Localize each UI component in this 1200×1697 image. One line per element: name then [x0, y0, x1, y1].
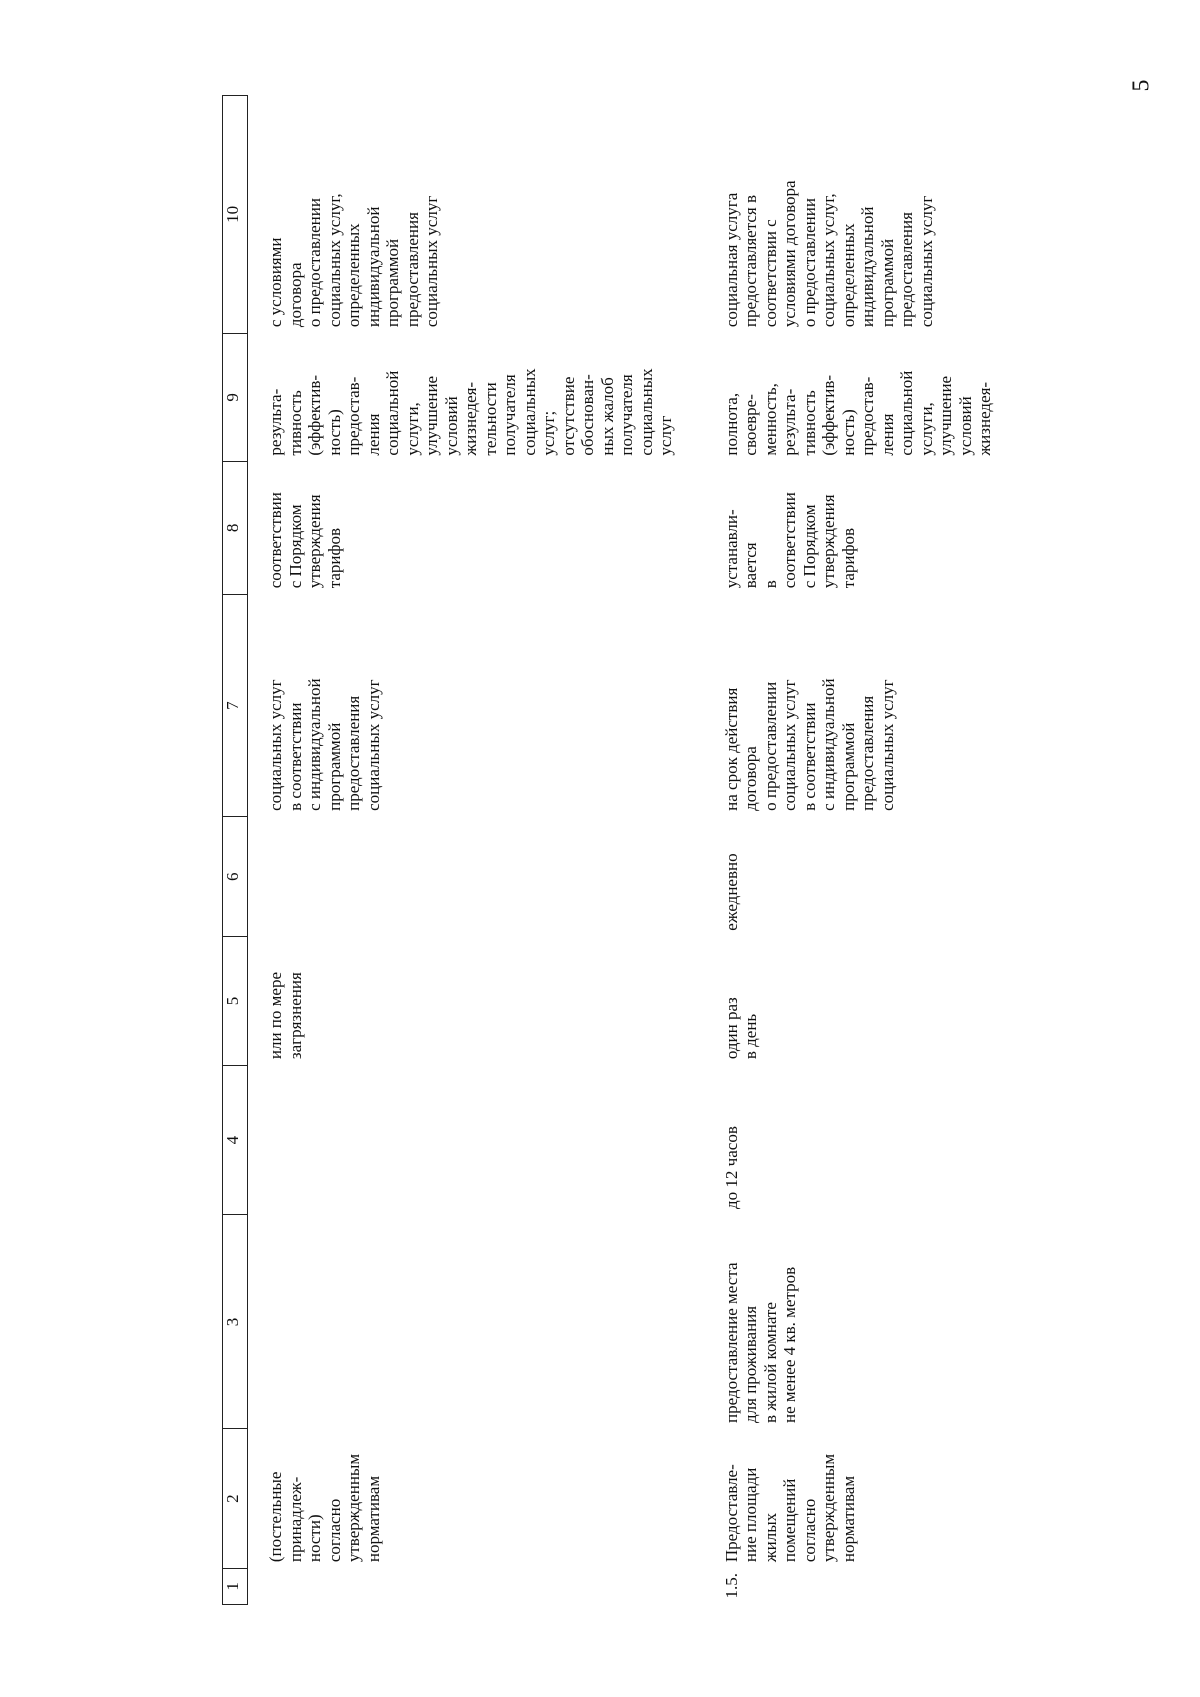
table-row: [676, 96, 995, 1605]
column-header-9: 9: [223, 333, 248, 461]
column-header-6: 6: [223, 817, 248, 937]
row2-periodicity-cell: ежедневно: [721, 853, 741, 931]
row2-quality-cell: полнота, своевре- менность, результа- тивность (эффектив- ность) предостав- ления социальной услуги, улучшение условий жизнедея-: [721, 370, 994, 456]
row1-number-cell: [248, 1568, 676, 1604]
row2-conditions-cell: социальная услуга предоставляется в соответствии с условиями договора о предоставлении социальных услуг, определенных индивидуальной программой предоставления социальных услуг: [721, 180, 936, 328]
row1-term-cell: социальных услуг в соответствии с индивидуальной программой предоставления социальных услуг: [266, 678, 383, 811]
row2-frequency-cell: один раз в день: [721, 997, 760, 1060]
row2-tariff-cell: устанавли- вается в соответствии с Порядком утверждения тарифов: [721, 492, 858, 589]
row2-deadline-cell: до 12 часов: [721, 1126, 741, 1209]
column-header-2: 2: [223, 1429, 248, 1568]
row1-periodicity-cell: [248, 817, 676, 937]
column-header-3: 3: [223, 1215, 248, 1429]
row2-service-name-cell: Предоставле- ние площади жилых помещений согласно утвержденным нормативам: [721, 1453, 858, 1563]
row1-quality-cell: результа- тивность (эффектив- ность) предостав- ления социальной услуги, улучшение условий жизнедея- тельности получателя социальных услуг; отсутствие обоснован- ных жалоб получателя социальных услуг: [266, 368, 675, 456]
row1-description-cell: [248, 1215, 676, 1429]
column-header-7: 7: [223, 594, 248, 817]
column-header-1: 1: [223, 1568, 248, 1604]
row1-frequency-cell: или по мере загрязнения: [266, 972, 305, 1060]
column-header-10: 10: [223, 96, 248, 334]
column-number-header-row: [223, 96, 248, 1605]
services-table: [222, 95, 995, 1605]
row1-service-name-cell: (постельные принадлеж- ности) согласно утвержденным нормативам: [266, 1453, 383, 1563]
row2-description-cell: предоставление места для проживания в жилой комнате не менее 4 кв. метров: [721, 1262, 799, 1423]
column-header-8: 8: [223, 462, 248, 595]
rotated-page-content: [222, 95, 997, 1605]
page-number: 5: [1128, 79, 1155, 92]
table-row: [248, 96, 676, 1605]
column-header-4: 4: [223, 1065, 248, 1215]
column-header-5: 5: [223, 937, 248, 1065]
row2-number-cell: 1.5.: [721, 1573, 741, 1599]
row1-deadline-cell: [248, 1065, 676, 1215]
row2-term-cell: на срок действия договора о предоставлении социальных услуг в соответствии с индивидуальной программой предоставления социальных услуг: [721, 678, 897, 811]
row1-tariff-cell: соответствии с Порядком утверждения тарифов: [266, 492, 344, 589]
row1-conditions-cell: с условиями договора о предоставлении социальных услуг, определенных индивидуальной программой предоставления социальных услуг: [266, 193, 441, 328]
